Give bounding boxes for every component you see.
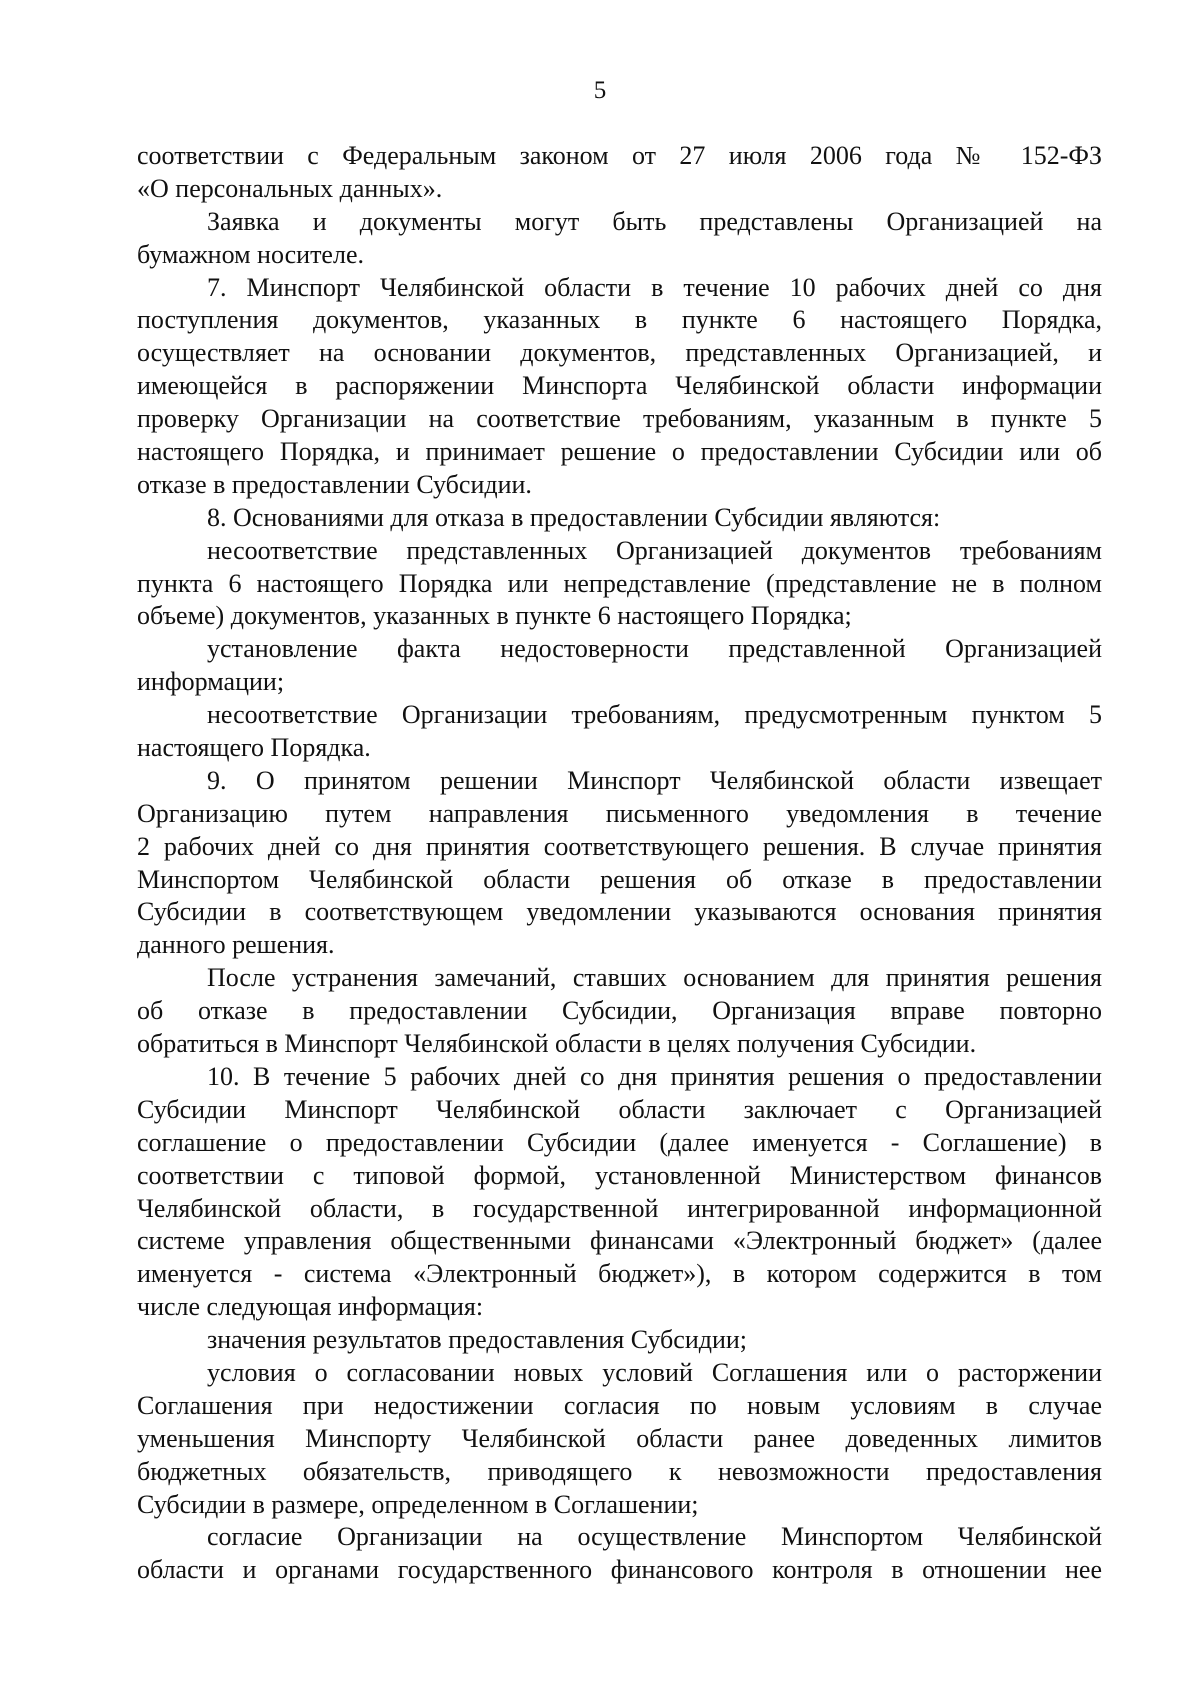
text-line: настоящего Порядка, и принимает решение о предоставлении Субсидии или об: [137, 437, 1102, 467]
text-line: области и органами государственного финансового контроля в отношении нее: [137, 1555, 1102, 1585]
text-line: Соглашения при недостижении согласия по новым условиям в случае: [137, 1390, 1102, 1420]
text-line: проверку Организации на соответствие требованиям, указанным в пункте 5: [137, 404, 1102, 434]
text-line: несоответствие Организации требованиям, предусмотренным пунктом 5: [207, 700, 1102, 730]
text-line: имеющейся в распоряжении Минспорта Челябинской области информации: [137, 371, 1102, 401]
text-line: осуществляет на основании документов, представленных Организацией, и: [137, 338, 1102, 368]
text-line: установление факта недостоверности представленной Организацией: [207, 634, 1102, 664]
text-line: бюджетных обязательств, приводящего к невозможности предоставления: [137, 1456, 1102, 1486]
document-body: [137, 140, 1102, 1587]
text-line: Организацию путем направления письменного уведомления в течение: [137, 798, 1102, 828]
text-line: уменьшения Минспорту Челябинской области ранее доведенных лимитов: [137, 1423, 1102, 1453]
text-line: обратиться в Минспорт Челябинской области в целях получения Субсидии.: [137, 1029, 977, 1059]
text-line: Заявка и документы могут быть представлены Организацией на: [207, 206, 1102, 236]
text-line: Субсидии Минспорт Челябинской области заключает с Организацией: [137, 1094, 1102, 1124]
text-line: соответствии с Федеральным законом от 27 июля 2006 года № 152-ФЗ: [137, 141, 1102, 170]
text-line: системе управления общественными финансами «Электронный бюджет» (далее: [137, 1226, 1102, 1256]
text-line: 8. Основаниями для отказа в предоставлении Субсидии являются:: [207, 502, 941, 532]
text-line: настоящего Порядка.: [137, 733, 371, 763]
text-line: бумажном носителе.: [137, 239, 364, 269]
text-line: Челябинской области, в государственной интегрированной информационной: [137, 1193, 1102, 1223]
text-line: 2 рабочих дней со дня принятия соответствующего решения. В случае принятия: [137, 831, 1102, 861]
text-line: 9. О принятом решении Минспорт Челябинской области извещает: [207, 765, 1102, 795]
text-line: условия о согласовании новых условий Соглашения или о расторжении: [207, 1357, 1102, 1387]
text-line: После устранения замечаний, ставших основанием для принятия решения: [207, 963, 1102, 993]
page-number: 5: [593, 77, 607, 104]
text-line: «О персональных данных».: [137, 173, 443, 203]
text-line: 7. Минспорт Челябинской области в течение 10 рабочих дней со дня: [207, 272, 1102, 302]
text-line: данного решения.: [137, 930, 335, 960]
text-line: Минспортом Челябинской области решения об отказе в предоставлении: [137, 864, 1102, 894]
text-line: несоответствие представленных Организацией документов требованиям: [207, 535, 1102, 565]
text-line: соглашение о предоставлении Субсидии (далее именуется - Соглашение) в: [137, 1127, 1102, 1157]
text-line: об отказе в предоставлении Субсидии, Организация вправе повторно: [137, 996, 1102, 1026]
text-line: Субсидии в размере, определенном в Соглашении;: [137, 1489, 699, 1519]
text-line: 10. В течение 5 рабочих дней со дня принятия решения о предоставлении: [207, 1061, 1102, 1091]
text-line: числе следующая информация:: [137, 1292, 484, 1322]
text-line: поступления документов, указанных в пункте 6 настоящего Порядка,: [137, 305, 1102, 335]
text-line: информации;: [137, 667, 285, 697]
text-line: Субсидии в соответствующем уведомлении указываются основания принятия: [137, 897, 1102, 927]
text-line: именуется - система «Электронный бюджет»), в котором содержится в том: [137, 1259, 1102, 1289]
text-line: пункта 6 настоящего Порядка или непредставление (представление не в полном: [137, 568, 1102, 598]
text-line: согласие Организации на осуществление Минспортом Челябинской: [207, 1522, 1102, 1552]
text-line: отказе в предоставлении Субсидии.: [137, 469, 532, 499]
text-line: соответствии с типовой формой, установленной Министерством финансов: [137, 1160, 1102, 1190]
text-line: объеме) документов, указанных в пункте 6 настоящего Порядка;: [137, 601, 852, 631]
text-line: значения результатов предоставления Субсидии;: [207, 1325, 748, 1355]
